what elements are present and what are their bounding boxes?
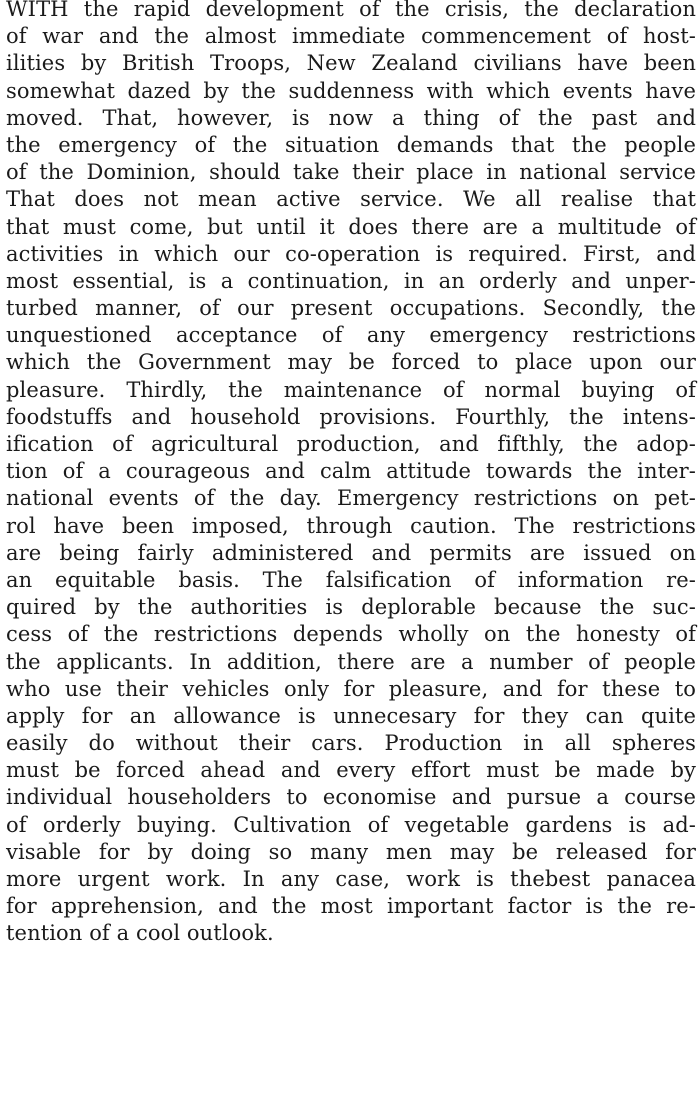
- article-line-33: more urgent work. In any case, work is thebest panacea: [6, 867, 696, 891]
- article-line-27: apply for an allowance is unnecesary for they can quite: [6, 703, 696, 728]
- article-line-3: ilities by British Troops, New Zealand civilians have been: [6, 51, 696, 76]
- article-line-11: most essential, is a continuation, in an orderly and unper-: [6, 268, 696, 293]
- article-line-1: WITH the rapid development of the crisis, the declaration: [6, 0, 696, 21]
- article-line-21: are being fairly administered and permits are issued on: [6, 540, 696, 565]
- article-line-17: ification of agricultural production, and fifthly, the adop-: [6, 432, 696, 456]
- article-line-12: turbed manner, of our present occupations. Secondly, the: [6, 296, 696, 321]
- article-line-23: quired by the authorities is deplorable because the suc-: [6, 595, 696, 620]
- article-line-18: tion of a courageous and calm attitude towards the inter-: [6, 459, 696, 484]
- article-line-6: the emergency of the situation demands that the people: [6, 132, 696, 157]
- article-line-7: of the Dominion, should take their place in national service: [6, 160, 696, 185]
- article-line-30: individual householders to economise and pursue a course: [6, 785, 696, 810]
- article-line-9: that must come, but until it does there are a multitude of: [6, 214, 696, 239]
- article-line-20: rol have been imposed, through caution. The restrictions: [6, 513, 696, 538]
- article-line-35: tention of a cool outlook.: [6, 921, 274, 946]
- article-line-32: visable for by doing so many men may be released for: [6, 839, 696, 864]
- article-line-13: unquestioned acceptance of any emergency restrictions: [6, 323, 696, 348]
- article-line-8: That does not mean active service. We all realise that: [6, 187, 696, 212]
- article-line-15: pleasure. Thirdly, the maintenance of normal buying of: [6, 377, 696, 402]
- article-line-2: of war and the almost immediate commencement of host-: [6, 24, 696, 49]
- article-body: [6, 0, 696, 948]
- article-line-29: must be forced ahead and every effort must be made by: [6, 758, 696, 783]
- article-line-24: cess of the restrictions depends wholly on the honesty of: [6, 622, 696, 647]
- article-line-31: of orderly buying. Cultivation of vegetable gardens is ad-: [6, 812, 696, 837]
- article-line-16: foodstuffs and household provisions. Fourthly, the intens-: [6, 404, 696, 429]
- article-line-14: which the Government may be forced to place upon our: [6, 350, 696, 375]
- article-line-4: somewhat dazed by the suddenness with which events have: [6, 78, 696, 103]
- article-line-34: for apprehension, and the most important factor is the re-: [6, 894, 696, 919]
- article-line-10: activities in which our co-operation is required. First, and: [6, 241, 696, 266]
- article-line-26: who use their vehicles only for pleasure, and for these to: [6, 676, 696, 701]
- article-line-22: an equitable basis. The falsification of information re-: [6, 567, 696, 592]
- article-line-19: national events of the day. Emergency restrictions on pet-: [6, 486, 696, 511]
- article-line-28: easily do without their cars. Production in all spheres: [6, 731, 696, 756]
- article-line-5: moved. That, however, is now a thing of the past and: [6, 105, 696, 130]
- article-line-25: the applicants. In addition, there are a number of people: [6, 649, 696, 674]
